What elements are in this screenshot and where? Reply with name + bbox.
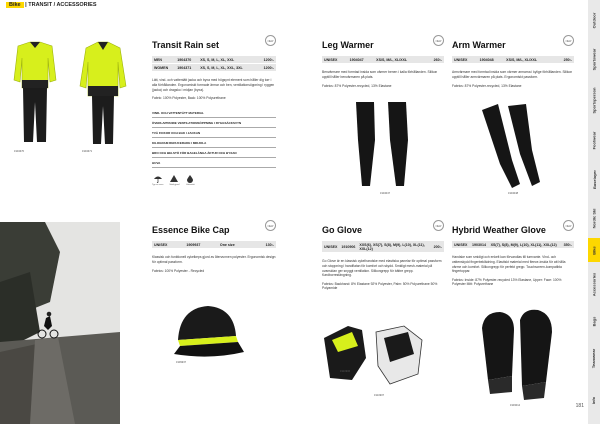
tab-sportswear[interactable]: Sportswear (591, 48, 597, 70)
go-glove-artno-1: 1910906 (340, 370, 351, 373)
product-title: Arm Warmer (452, 40, 506, 50)
umbrella-icon (153, 174, 163, 183)
category-tabs (588, 0, 600, 424)
feature-item: KILOGRAM REDUCERADE I MIDJOLA (152, 138, 276, 148)
tab-footwear[interactable]: Footwear (591, 131, 597, 149)
rain-set-images (6, 40, 146, 150)
product-description: Go Glove är en klassisk cykelhandske med elastiska panelar för optimal passform och stoppning i handflatan för komfort och skydd. Smidigt mesh-material på ovansidan ger snyggt ventilation. Silikongrepp för bättre grepp. Kardborrestängning. (322, 259, 442, 278)
tab-teamwear[interactable]: Teamwear (591, 348, 597, 368)
rain-set-artno-2: 1904371 (82, 150, 93, 153)
tab-nordic-ski[interactable]: Nordic Ski (591, 208, 597, 228)
product-fabric: Fabrics: Inside: 87% Polyester-recycled 13% Elastane, Upper: Face: 100% Polyester Mitt: Polyurethane (452, 278, 562, 287)
arm-warmer-artno: 1904048 (508, 192, 519, 195)
page-number: 181 (575, 403, 584, 409)
tab-sportsperson[interactable]: Sportsperson (591, 86, 597, 114)
product-description: Armvärmare med formtad insida som värmer armarna i kylige förhållanden. Silikon upptill håller armvärmaren på plats. Ergonomiskt passform. (452, 70, 573, 79)
feature-item: TVÅ FICKOR OCH BAK I JACKAN (152, 128, 276, 138)
product-title: Leg Warmer (322, 40, 374, 50)
new-badge: NEW (265, 35, 276, 46)
table-row: UNISEX 1910906 XXS(6), XS(7), S(8), M(9), L(10), XL(11), XXL(12) 200:- (324, 242, 442, 251)
feature-item: ÖVERLAPPANDE VENTILATIONSÖPPNING I RYGGSÄCKSVYN (152, 118, 276, 128)
product-description: Benvärmare med formtad insida som värmer benen i kalla förhållanden. Silikon upptill håller benvärmaren på plats. (322, 70, 438, 79)
feature-icons: Typ av reso Stöd gjord Vattentät (152, 174, 276, 186)
new-badge: NEW (433, 220, 444, 231)
feature-item: VIND- OCH VATTENTÄTT MATERIAL (152, 108, 276, 118)
new-badge: NEW (433, 35, 444, 46)
arm-warmer-image (478, 100, 548, 190)
table-row: UNISEX 1903014 XS(7), S(8), M(9), L(10), XL(11), XXL(12) 350:- (454, 242, 572, 247)
product-go-glove (322, 225, 444, 290)
table-row: UNISEX 1904048 XS/S, M/L, XL/XXL 250:- (454, 57, 572, 62)
feature-item: BRO OCH BELSTÖ FÖR BAGELÅNGA ÅKTUR OCH BYXAN (152, 148, 276, 158)
go-glove-image (318, 318, 428, 394)
hybrid-glove-image (474, 306, 560, 402)
size-table (152, 56, 276, 72)
section-title: TRANSIT / ACCESSORIES (28, 2, 97, 8)
new-badge: NEW (563, 35, 574, 46)
tab-bike[interactable]: Bike (588, 238, 600, 262)
product-title: Essence Bike Cap (152, 225, 230, 235)
cyclist-photo (0, 222, 120, 424)
tab-baselayer[interactable]: Baselayer (591, 169, 597, 189)
leg-warmer-artno: 1904047 (380, 192, 391, 195)
new-badge: NEW (265, 220, 276, 231)
rain-set-artno-1: 1904370 (14, 150, 25, 153)
product-hybrid-glove (452, 225, 574, 286)
tab-info[interactable]: Info (591, 396, 597, 404)
table-row: WOMEN 1904371 XS, S, M, L, XL, XXL, 3XL 1200:- (154, 65, 274, 70)
cap-artno: 1909937 (176, 361, 187, 364)
size-table (452, 241, 574, 249)
product-arm-warmer (452, 40, 574, 88)
product-description: Klassisk och funktionell cykelkeps gjord av återvunnen polyester. Ergonomisk design för optimal passform. (152, 255, 276, 264)
rain-set-womens-image (80, 42, 126, 144)
product-description: Lätt, vind- och vattentätt jacka och byxa med högsynt element som håller dig torr i alla förhållanden. Ergonomiskt formade ärmar och ben, ventilationsöppning i ryggen (jacka) och dragsko i midjan (byxa). (152, 78, 275, 92)
feature-list (152, 108, 276, 168)
tab-accessories[interactable]: Accessories (591, 272, 597, 296)
size-table (452, 56, 574, 64)
product-title: Go Glove (322, 225, 363, 235)
reflective-icon (169, 174, 179, 183)
product-title: Hybrid Weather Glove (452, 225, 546, 235)
product-fabric: Fabrics: 87% Polyester-recycled, 13% Elastane (452, 83, 522, 88)
product-description: Handske som smidigt och enkelt kan förvandlas till tumvante. Vind- och vattenskydd fingerbeklädning. Elastiskt material med fleece-insida för att hålla värme och komfort. Silikongrepp för perfekt grepp. Touchscreen-kompatibla fingertoppar. (452, 255, 566, 274)
product-title: Transit Rain set (152, 40, 220, 50)
product-fabric: Fabrics: Backhand: 8% Elastane 92% Polyester, Palm: 50% Polyurethane 50% Polyamide (322, 282, 438, 291)
table-row: UNISEX 1904047 XS/S, M/L, XL/XXL 260:- (324, 57, 442, 62)
tab-bags[interactable]: Bags (591, 316, 597, 326)
rain-set-mens-image (14, 42, 56, 142)
category-tag: Bike (6, 2, 24, 8)
size-table (322, 241, 444, 253)
section-header: Bike | TRANSIT / ACCESSORIES (6, 2, 96, 8)
product-rain-set (152, 40, 276, 186)
product-fabric: Fabrics: 87% Polyester-recycled, 13% Elastane (322, 83, 392, 88)
table-row: UNISEX 1909937 One size 130:- (154, 242, 274, 247)
product-fabric: Fabrics: 100% Polyester - Recycled (152, 268, 205, 273)
cap-image (168, 300, 248, 360)
table-row: MEN 1904370 XS, S, M, L, XL, XXL 1200:- (154, 57, 274, 62)
hybrid-glove-artno: 1903014 (510, 404, 521, 407)
new-badge: NEW (563, 220, 574, 231)
product-leg-warmer (322, 40, 444, 88)
go-glove-artno-2: 1910907 (374, 394, 385, 397)
size-table (152, 241, 276, 249)
tab-outdoor[interactable]: Outdoor (591, 12, 597, 28)
leg-warmer-image (348, 100, 418, 190)
product-cap (152, 225, 276, 273)
size-table (322, 56, 444, 64)
product-fabric: Fabric: 100% Polyester, Back: 100% Polyurethane (152, 96, 226, 101)
feature-item: HUVA (152, 158, 276, 168)
waterproof-icon (185, 174, 195, 183)
